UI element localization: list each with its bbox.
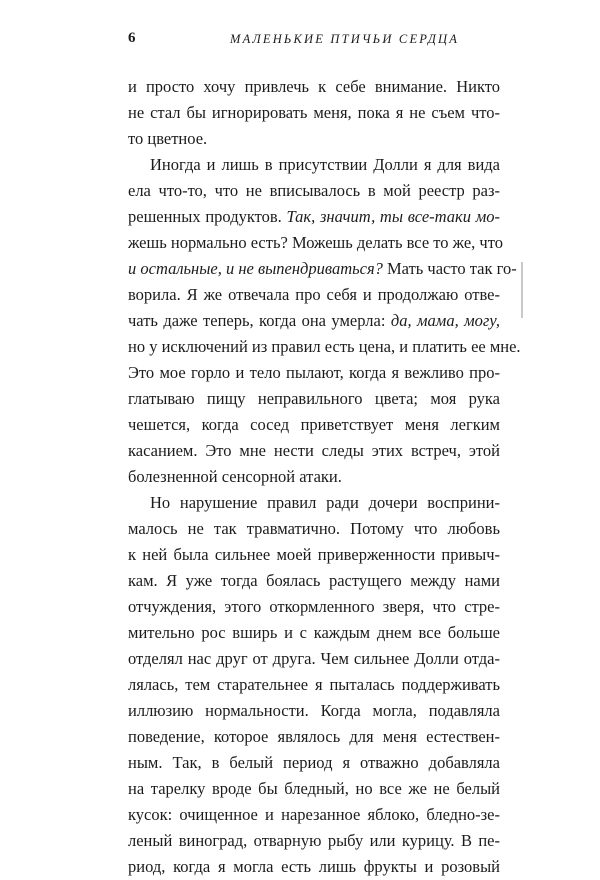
text-line: ным. Так, в белый период я отважно добавляла [128,753,500,772]
text-line: Это мое горло и тело пылают, когда я вежливо про- [128,363,500,382]
text-line [128,256,517,282]
text-line: ворила. Я же отвечала про себя и продолжаю отве- [128,285,500,304]
text-line [128,204,500,230]
italic-span: да, мама, могу, [390,311,500,330]
text-line: глатываю пищу неправильного цвета; моя рука [128,389,500,408]
text-line: малось не так травматично. Потому что любовь [128,519,500,538]
text-line: леный виноград, отварную рыбу или курицу. В пе- [128,831,500,850]
text-line: риод, когда я могла есть лишь фрукты и розовый [128,857,500,876]
text-line: кусок: очищенное и нарезанное яблоко, бледно-зе- [128,805,500,824]
text-line: отделял нас друг от друга. Чем сильнее Долли отда- [128,649,500,668]
running-header [128,30,500,52]
italic-span: и остальные, и не выпендриваться? [128,259,383,278]
text-line: на тарелку вроде бы бледный, но все же не белый [128,779,500,798]
text-line: ела что-то, что не вписывалось в мой реестр раз- [128,181,500,200]
text-line: но у исключений из правил есть цена, и платить ее мне. [128,337,521,356]
text-span: Мать часто так го- [382,259,517,278]
text-line: иллюзию нормальности. Когда могла, подавляла [128,701,500,720]
text-line: поведение, которое являлось для меня естествен- [128,727,500,746]
italic-span: Так, значит, ты все-таки мо- [286,207,500,226]
margin-mark [521,262,523,318]
text-line: лялась, тем старательнее я пыталась поддерживать [128,675,500,694]
text-line: отчуждения, этого откормленного зверя, что стре- [128,597,500,616]
text-line: и просто хочу привлечь к себе внимание. Никто [128,77,500,96]
text-line: чешется, когда сосед приветствует меня легким [128,415,500,434]
text-line: то цветное. [128,129,208,148]
text-line: к ней была сильнее моей приверженности привыч- [128,545,500,564]
text-line: жешь нормально есть? Можешь делать все то же, что [128,233,503,252]
text-line: мительно рос вширь и с каждым днем все больше [128,623,500,642]
text-span: решенных продуктов. [128,207,287,226]
body-text [128,74,521,880]
text-line: не стал бы игнорировать меня, пока я не съем что- [128,103,500,122]
text-line [128,308,500,334]
text-span: чать даже теперь, когда она умерла: [128,311,391,330]
text-line: Но нарушение правил ради дочери восприни- [150,493,500,512]
text-line: болезненной сенсорной атаки. [128,467,342,486]
text-line: кам. Я уже тогда боялась растущего между нами [128,571,500,590]
page-number: 6 [128,30,136,46]
running-title: МАЛЕНЬКИЕ ПТИЧЬИ СЕРДЦА [230,32,460,46]
text-line: Иногда и лишь в присутствии Долли я для вида [150,155,500,174]
text-line: касанием. Это мне нести следы этих встреч, этой [128,441,500,460]
